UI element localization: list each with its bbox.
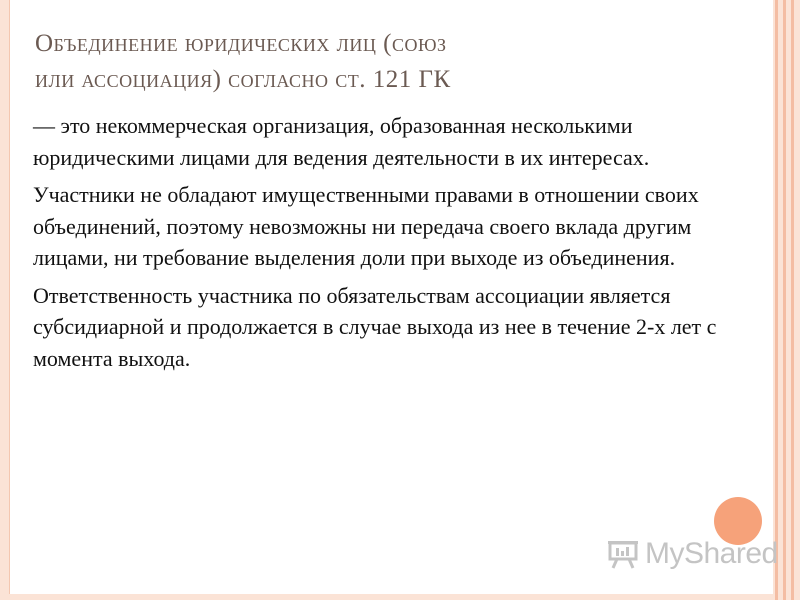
slide-title-line-2: или ассоциация) согласно ст. 121 ГК [35, 66, 451, 93]
body-paragraph-definition: — это некоммерческая организация, образованная несколькими юридическими лицами для ведения деятельности в их интересах. [33, 113, 650, 170]
slide-body [33, 110, 758, 380]
myshared-watermark [607, 536, 778, 572]
presentation-board-icon [607, 539, 641, 569]
slide-title [35, 26, 735, 98]
body-paragraph-property-rights: Участники не обладают имущественными правами в отношении своих объединений, поэтому невозможны ни передача своего вклада другим лицами, ни требование выделения доли при выходе из объединения. [33, 182, 699, 270]
frame-stripe [775, 0, 778, 600]
slide-title-line-1: Объединение юридических лиц (союз [35, 30, 447, 57]
watermark-text: MyShared [645, 537, 778, 570]
right-frame-border [773, 0, 800, 600]
bottom-frame-border [0, 594, 773, 600]
frame-stripe [783, 0, 786, 600]
body-paragraph-liability: Ответственность участника по обязательствам ассоциации является субсидиарной и продолжается в случае выхода из нее в течение 2-х лет с момента выхода. [33, 282, 717, 371]
left-frame-border [0, 0, 10, 600]
frame-stripe [791, 0, 794, 600]
